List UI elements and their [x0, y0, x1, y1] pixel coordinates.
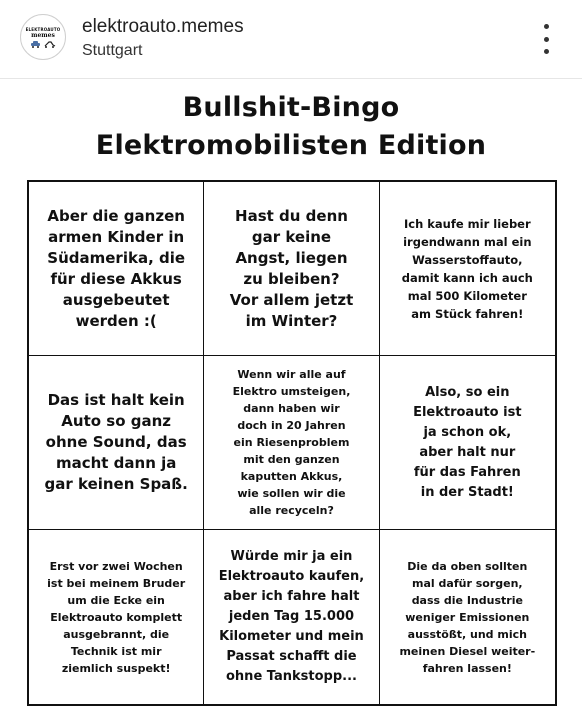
- bingo-cell: Also, so ein Elektroauto ist ja schon ok, aber halt nur für das Fahren in der Stadt!: [380, 356, 555, 530]
- meme-subtitle: Elektromobilisten Edition: [95, 130, 487, 161]
- more-vertical-icon-dot: [544, 49, 549, 54]
- username-link[interactable]: elektroauto.memes: [82, 16, 244, 37]
- post-header: [0, 0, 582, 79]
- bingo-cell: Erst vor zwei Wochen ist bei meinem Bruder um die Ecke ein Elektroauto komplett ausgebrannt, die Technik ist mir ziemlich suspekt!: [29, 530, 204, 704]
- bingo-cell: Die da oben sollten mal dafür sorgen, dass die Industrie weniger Emissionen ausstößt, und mich meinen Diesel weiter- fahren lassen!: [399, 559, 536, 675]
- bingo-cell: Würde mir ja ein Elektroauto kaufen, aber ich fahre halt jeden Tag 15.000 Kilometer und mein Passat schafft die ohne Tankstopp...: [204, 530, 379, 704]
- avatar-text-top: ELEKTROAUTO: [25, 26, 61, 32]
- car-icon: [30, 40, 56, 48]
- more-options-button[interactable]: [535, 24, 557, 54]
- bingo-cell: Hast du denn gar keine Angst, liegen zu bleiben? Vor allem jetzt im Winter?: [204, 182, 379, 356]
- avatar[interactable]: [20, 14, 66, 60]
- bingo-cell: Ich kaufe mir lieber irgendwann mal ein Wasserstoffauto, damit kann ich auch mal 500 Kilometer am Stück fahren!: [380, 182, 555, 356]
- bingo-cell: Wenn wir alle auf Elektro umsteigen, dann haben wir doch in 20 Jahren ein Riesenproblem mit den ganzen kaputten Akkus, wie sollen wir die alle recyceln?: [204, 356, 379, 530]
- location-link[interactable]: Stuttgart: [82, 42, 143, 59]
- more-vertical-icon-dot: [544, 37, 549, 42]
- bingo-cell: Das ist halt kein Auto so ganz ohne Sound, das macht dann ja gar keinen Spaß.: [29, 356, 204, 530]
- bingo-grid: [27, 180, 557, 706]
- more-vertical-icon: [544, 24, 549, 29]
- bingo-cell: Aber die ganzen armen Kinder in Südamerika, die für diese Akkus ausgebeutet werden :(: [29, 182, 204, 356]
- meme-title: Bullshit-Bingo: [182, 92, 400, 123]
- avatar-text-main: memes: [31, 31, 55, 39]
